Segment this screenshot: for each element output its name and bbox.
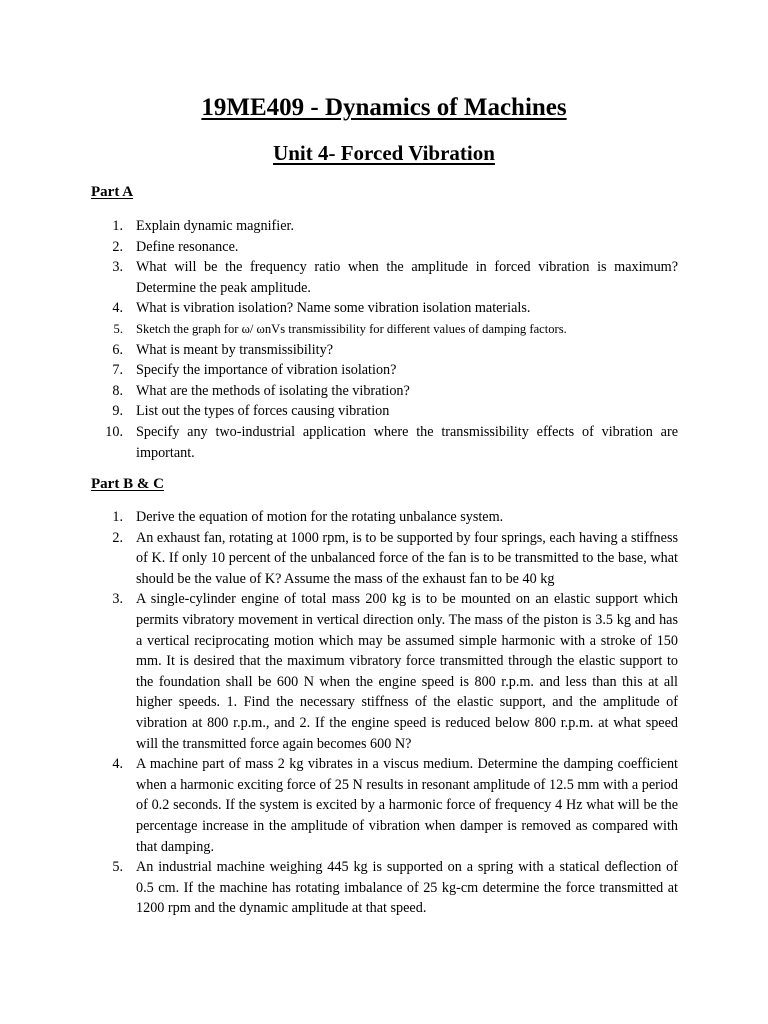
question-text: Specify the importance of vibration isolation?: [136, 362, 397, 379]
unit-title: Unit 4- Forced Vibration: [273, 141, 495, 165]
question-item: [91, 216, 678, 237]
question-item: [91, 257, 678, 298]
question-number: 4.: [112, 300, 123, 317]
part-a-heading: Part A: [91, 184, 134, 200]
question-text: A single-cylinder engine of total mass 200 kg is to be mounted on an elastic support which permits vibratory movement in vertical direction only. The mass of the piston is 3.5 kg and has a vertical reciprocating motion which may be assumed simple harmonic with a stroke of 150 mm. It is desired that the maximum vibratory force transmitted through the elastic support to the foundation shall be 600 N when the engine speed is 800 r.p.m. and less than this at all higher speeds. 1. Find the necessary stiffness of the elastic support, and the amplitude of vibration at 800 r.p.m., and 2. If the engine speed is reduced below 800 r.p.m. at what speed will the transmitted force again becomes 600 N?: [136, 591, 678, 752]
question-number: 3.: [112, 591, 123, 608]
question-text: Specify any two-industrial application where the transmissibility effects of vibration are important.: [136, 423, 678, 461]
question-number: 8.: [112, 382, 123, 399]
question-item: [91, 422, 678, 463]
part-bc-question-list: [91, 507, 678, 919]
question-item: [91, 401, 678, 422]
part-a-question-list: [91, 216, 678, 463]
question-number: 9.: [112, 403, 123, 420]
question-number: 1.: [112, 218, 123, 234]
question-number: 3.: [112, 259, 123, 276]
question-number: 2.: [112, 529, 123, 546]
question-text: A machine part of mass 2 kg vibrates in a viscus medium. Determine the damping coefficient when a harmonic exciting force of 25 N results in resonant amplitude of 12.5 mm with a period of 0.2 seconds. If the system is excited by a harmonic force of frequency 4 Hz what will be the percentage increase in the amplitude of vibration when damper is removed as compared with that damping.: [136, 756, 678, 855]
question-text: What are the methods of isolating the vibration?: [136, 382, 410, 399]
question-text: What will be the frequency ratio when the amplitude in forced vibration is maximum? Determine the peak amplitude.: [136, 259, 678, 296]
question-text: Sketch the graph for ω/ ωnVs transmissibility for different values of damping factors.: [136, 321, 567, 336]
question-item: [91, 298, 678, 319]
part-bc-heading: Part B & C: [91, 476, 164, 492]
question-text: Explain dynamic magnifier.: [136, 218, 294, 234]
question-item: [91, 507, 678, 528]
question-text: Define resonance.: [136, 238, 239, 255]
question-text: An industrial machine weighing 445 kg is supported on a spring with a statical deflection of 0.5 cm. If the machine has rotating imbalance of 25 kg-cm determine the force transmitted at 1200 rpm and the dynamic amplitude at that speed.: [136, 859, 678, 917]
question-number: 1.: [112, 509, 123, 525]
question-text: An exhaust fan, rotating at 1000 rpm, is to be supported by four springs, each having a stiffness of K. If only 10 percent of the unbalanced force of the fan is to be transmitted to the base, what should be the value of K? Assume the mass of the exhaust fan to be 40 kg: [136, 529, 678, 587]
question-item: [91, 319, 678, 340]
question-number: 7.: [112, 362, 123, 379]
question-number: 2.: [112, 238, 123, 255]
question-item: [91, 528, 678, 590]
question-item: [91, 754, 678, 857]
question-number: 6.: [112, 341, 123, 358]
question-item: [91, 340, 678, 361]
question-number: 4.: [112, 756, 123, 773]
question-text: What is meant by transmissibility?: [136, 341, 334, 358]
question-number: 5.: [113, 321, 123, 336]
document-title: 19ME409 - Dynamics of Machines: [201, 94, 567, 121]
question-item: [91, 857, 678, 919]
question-item: [91, 589, 678, 754]
question-number: 5.: [112, 859, 123, 876]
question-item: [91, 237, 678, 258]
question-number: 10.: [105, 423, 123, 440]
question-item: [91, 360, 678, 381]
question-text: List out the types of forces causing vibration: [136, 403, 390, 420]
question-text: Derive the equation of motion for the rotating unbalance system.: [136, 509, 504, 525]
question-text: What is vibration isolation? Name some vibration isolation materials.: [136, 300, 531, 317]
question-item: [91, 381, 678, 402]
